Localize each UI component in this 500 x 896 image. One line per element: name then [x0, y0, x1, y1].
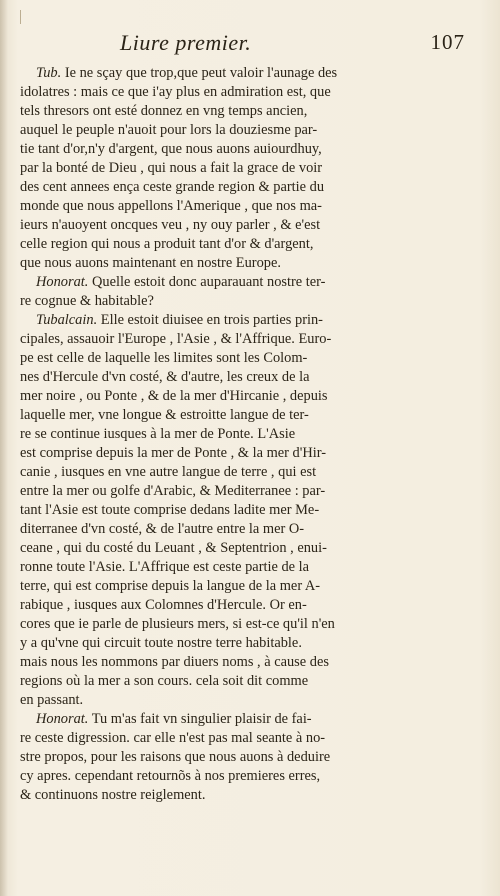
text-line: [20, 159, 384, 178]
line-text: tant l'Asie est toute comprise dedans ladite mer Me-: [20, 502, 320, 518]
line-text: re ceste digression. car elle n'est pas mal seante à no-: [20, 730, 326, 746]
line-text: par la bonté de Dieu , qui nous a fait la grace de voir: [20, 160, 323, 176]
text-line: [20, 786, 384, 805]
line-text: Tu m'as fait vn singulier plaisir de fai-: [91, 711, 312, 727]
text-line: [20, 463, 384, 482]
line-text: des cent annees ença ceste grande region & partie du: [20, 179, 325, 195]
line-text: laquelle mer, vne longue & estroitte langue de ter-: [20, 407, 309, 423]
line-text: re cognue & habitable?: [20, 293, 154, 309]
line-text: cores que ie parle de plusieurs mers, si est-ce qu'il n'en: [20, 616, 335, 632]
text-line: [20, 444, 384, 463]
line-text: en passant.: [20, 692, 84, 708]
text-line: [20, 577, 384, 596]
text-line: [20, 501, 384, 520]
line-text: celle region qui nous a produit tant d'or & d'argent,: [20, 236, 314, 252]
text-line: [20, 235, 384, 254]
text-line: [20, 615, 384, 634]
text-line: [20, 691, 384, 710]
line-text: mais nous les nommons par diuers noms , à cause des: [20, 654, 329, 670]
line-text: y a qu'vne qui circuit toute nostre terre habitable.: [20, 635, 302, 651]
text-line: [20, 767, 384, 786]
text-line: [20, 539, 384, 558]
line-text: Quelle estoit donc auparauant nostre ter-: [91, 274, 326, 290]
text-line: [20, 710, 384, 729]
text-line: [20, 653, 384, 672]
text-line: [20, 349, 384, 368]
line-text: que nous auons maintenant en nostre Europe.: [20, 255, 281, 271]
line-text: mer noire , ou Ponte , & de la mer d'Hircanie , depuis: [20, 388, 328, 404]
line-text: Elle estoit diuisee en trois parties prin-: [100, 312, 323, 328]
line-text: entre la mer ou golfe d'Arabic, & Mediterranee : par-: [20, 483, 326, 499]
speaker-name: Honorat.: [36, 711, 89, 727]
line-text: cipales, assauoir l'Europe , l'Asie , & l'Affrique. Euro-: [20, 331, 332, 347]
text-line: [20, 729, 384, 748]
line-text: cy apres. cependant retournõs à nos premieres erres,: [20, 768, 321, 784]
line-text: canie , iusques en vne autre langue de terre , qui est: [20, 464, 317, 480]
line-text: re se continue iusques à la mer de Ponte. L'Asie: [20, 426, 296, 442]
speaker-name: Honorat.: [36, 274, 89, 290]
text-line: [20, 634, 384, 653]
running-head: Liure premier.: [120, 30, 252, 55]
text-line: [20, 178, 384, 197]
line-text: ronne toute l'Asie. L'Affrique est ceste partie de la: [20, 559, 310, 575]
body-text: [20, 64, 384, 805]
text-line: [20, 83, 384, 102]
text-line: [20, 520, 384, 539]
line-text: diterranee d'vn costé, & de l'autre entre la mer O-: [20, 521, 305, 537]
page-number: 107: [430, 30, 465, 54]
text-line: [20, 311, 384, 330]
margin-mark: [20, 10, 27, 24]
text-line: [20, 102, 384, 121]
gutter-shadow: [0, 0, 8, 896]
line-text: rabique , iusques aux Colomnes d'Hercule. Or en-: [20, 597, 307, 613]
text-line: [20, 197, 384, 216]
line-text: & continuons nostre reiglement.: [20, 787, 206, 803]
text-line: [20, 292, 384, 311]
text-line: [20, 330, 384, 349]
line-text: monde que nous appellons l'Amerique , que nos ma-: [20, 198, 322, 214]
line-text: terre, qui est comprise depuis la langue de la mer A-: [20, 578, 321, 594]
line-text: pe est celle de laquelle les limites sont les Colom-: [20, 350, 308, 366]
text-line: [20, 216, 384, 235]
page-header: [40, 30, 465, 60]
line-text: Ie ne sçay que trop,que peut valoir l'aunage des: [64, 65, 338, 81]
text-line: [20, 482, 384, 501]
line-text: regions où la mer a son cours. cela soit dit comme: [20, 673, 309, 689]
line-text: nes d'Hercule d'vn costé, & d'autre, les creux de la: [20, 369, 310, 385]
text-line: [20, 140, 384, 159]
text-line: [20, 273, 384, 292]
line-text: auquel le peuple n'auoit pour lors la douziesme par-: [20, 122, 318, 138]
text-line: [20, 558, 384, 577]
text-line: [20, 596, 384, 615]
text-line: [20, 672, 384, 691]
line-text: est comprise depuis la mer de Ponte , & la mer d'Hir-: [20, 445, 327, 461]
line-text: tels thresors ont esté donnez en vng temps ancien,: [20, 103, 308, 119]
text-line: [20, 64, 384, 83]
text-line: [20, 121, 384, 140]
text-line: [20, 748, 384, 767]
line-text: ieurs n'auoyent oncques veu , ny ouy parler , & e'est: [20, 217, 321, 233]
line-text: tie tant d'or,n'y d'argent, que nous auons auiourdhuy,: [20, 141, 322, 157]
text-line: [20, 406, 384, 425]
text-line: [20, 254, 384, 273]
text-line: [20, 425, 384, 444]
line-text: ceane , qui du costé du Leuant , & Septentrion , enui-: [20, 540, 327, 556]
text-line: [20, 368, 384, 387]
line-text: stre propos, pour les raisons que nous auons à deduire: [20, 749, 331, 765]
line-text: idolatres : mais ce que i'ay plus en admiration est, que: [20, 84, 331, 100]
speaker-name: Tub.: [36, 65, 62, 81]
text-line: [20, 387, 384, 406]
speaker-name: Tubalcain.: [36, 312, 98, 328]
